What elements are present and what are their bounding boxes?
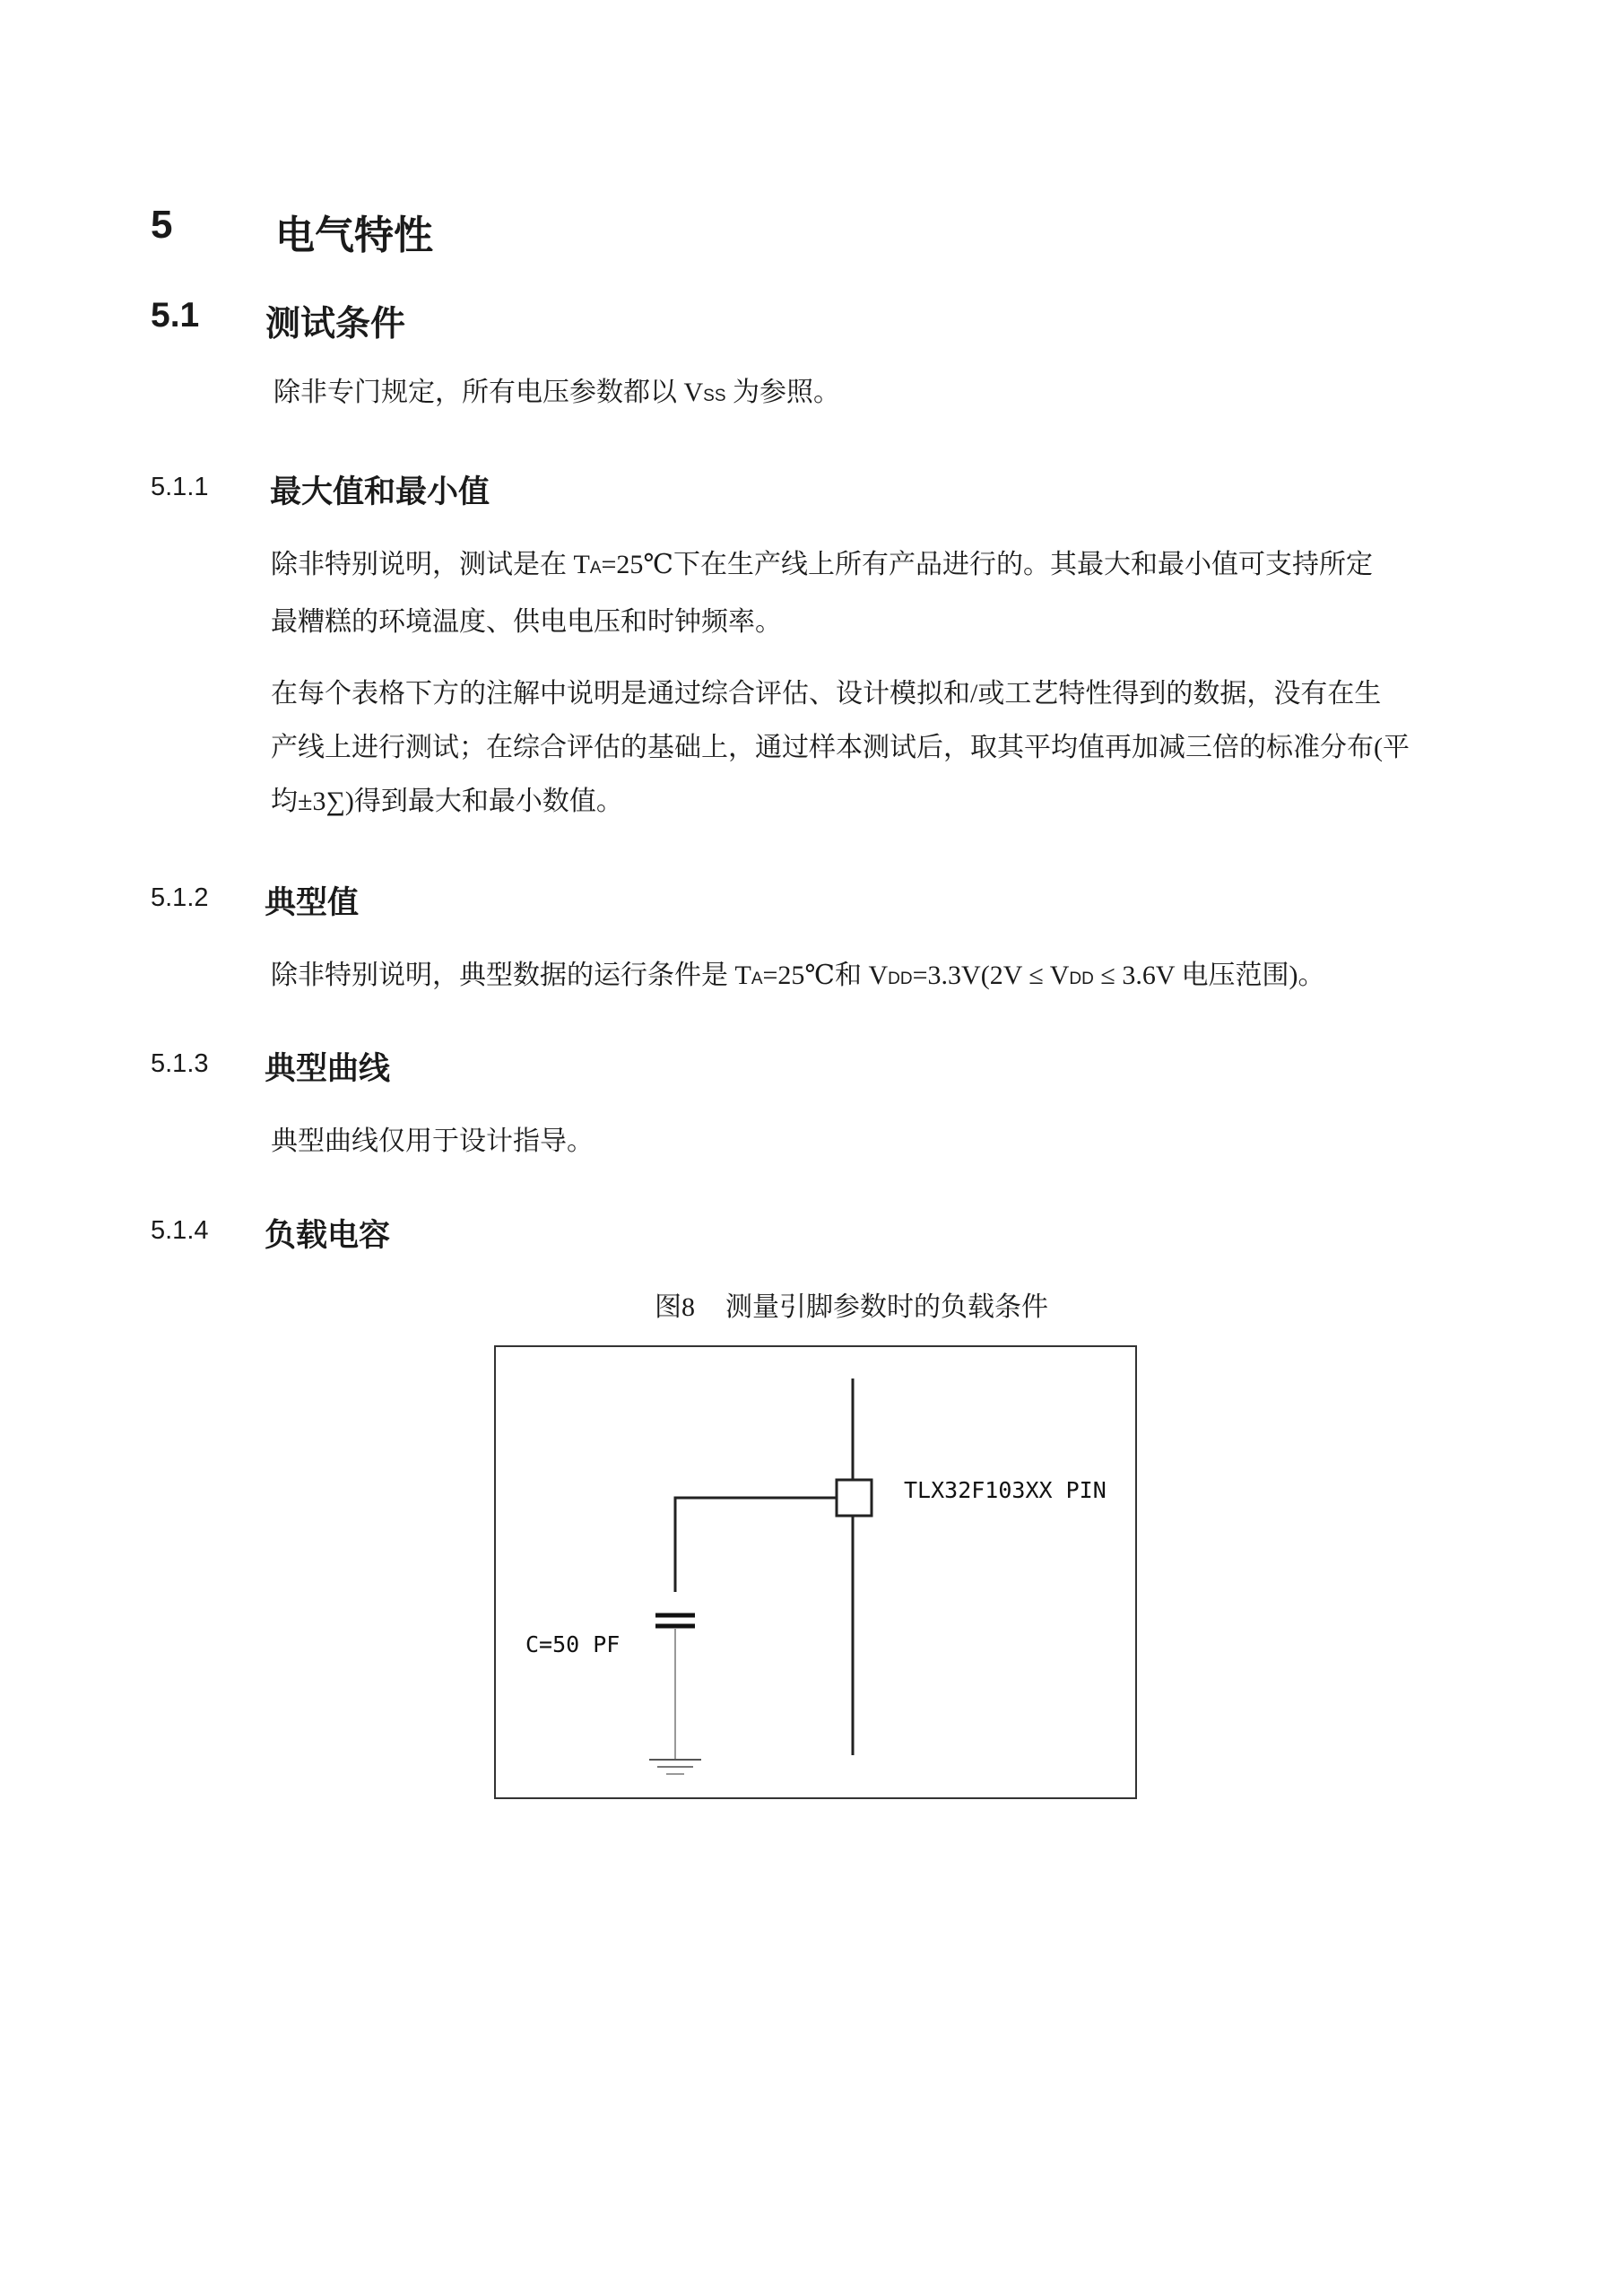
subsection-number: 5.1 — [151, 296, 200, 335]
figure-caption-label: 图8 — [655, 1292, 695, 1322]
circuit-diagram — [496, 1347, 1135, 1797]
heading-5-1-2-title: 典型值 — [265, 885, 360, 920]
load-capacitance-figure — [494, 1345, 1137, 1799]
paragraph-5-1-1-b: 在每个表格下方的注解中说明是通过综合评估、设计模拟和/或工艺特性得到的数据，没有在生 产线上进行测试；在综合评估的基础上，通过样本测试后，取其平均值再加减三倍的标准分布(平 均±3∑)得到最大和最小数值。 — [271, 679, 1410, 816]
paragraph-5-1-1-a: 除非特别说明，测试是在 TA=25℃下在生产线上所有产品进行的。其最大和最小值可支持所定 最糟糕的环境温度、供电电压和时钟频率。 — [271, 550, 1373, 637]
heading-5-1-1-title: 最大值和最小值 — [270, 474, 490, 509]
pin-square — [837, 1480, 872, 1516]
paragraph-5-1-2: 除非特别说明，典型数据的运行条件是 TA=25℃和 VDD=3.3V(2V ≤ VDD ≤ 3.6V 电压范围)。 — [271, 961, 1325, 990]
heading-5-1-1-number: 5.1.1 — [151, 473, 209, 501]
figure-caption — [655, 1284, 1048, 1324]
section-title: 电气特性 — [275, 213, 433, 257]
ground-icon — [649, 1760, 701, 1774]
figure-caption-text: 测量引脚参数时的负载条件 — [725, 1292, 1048, 1322]
heading-5-1-3-title: 典型曲线 — [265, 1051, 391, 1086]
wire — [675, 1498, 837, 1592]
subsection-intro: 除非专门规定，所有电压参数都以 VSS 为参照。 — [273, 378, 841, 407]
heading-5-1-4-number: 5.1.4 — [151, 1216, 209, 1245]
pin-label: TLX32F103XX PIN — [904, 1477, 1107, 1503]
heading-5-1-4-title: 负载电容 — [265, 1218, 391, 1253]
heading-5-1-2-number: 5.1.2 — [151, 883, 209, 912]
section-number: 5 — [151, 203, 173, 247]
paragraph-5-1-3: 典型曲线仅用于设计指导。 — [271, 1126, 594, 1156]
heading-5-1-3-number: 5.1.3 — [151, 1049, 209, 1078]
capacitor-label: C=50 PF — [525, 1631, 621, 1657]
subsection-title: 测试条件 — [265, 305, 406, 344]
